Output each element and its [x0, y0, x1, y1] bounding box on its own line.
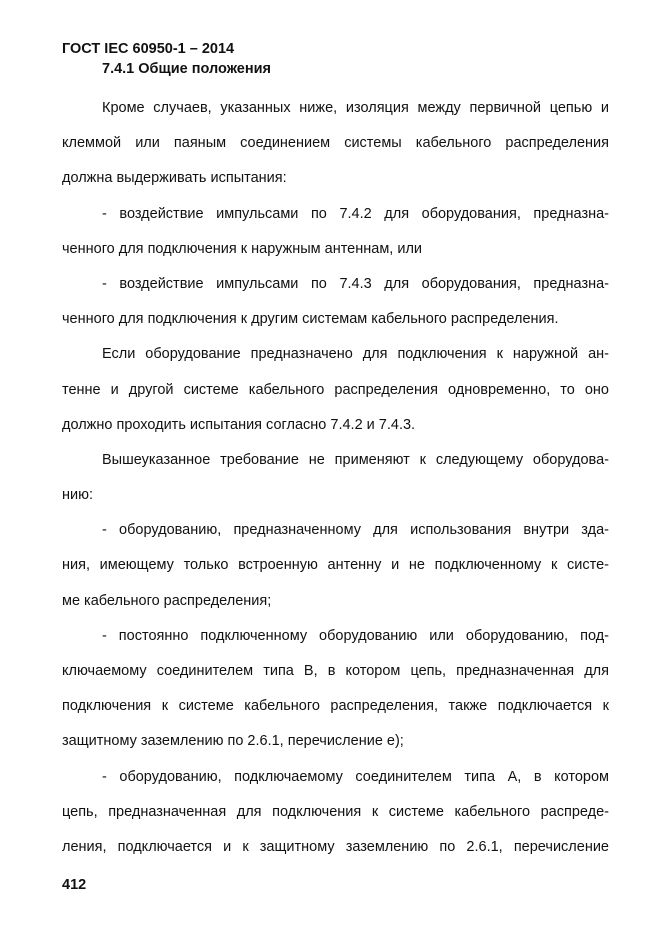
text-line: защитному заземлению по 2.6.1, перечисление е); [62, 733, 404, 750]
text-line: ченного для подключения к другим системам кабельного распределения. [62, 311, 559, 328]
text-line: - оборудованию, подключаемому соединителем типа А, в котором [102, 768, 609, 785]
text-line: нию: [62, 487, 94, 504]
text-line: - постоянно подключенному оборудованию или оборудованию, под- [102, 627, 609, 644]
text-line: тенне и другой системе кабельного распределения одновременно, то оно [62, 381, 609, 398]
document-header: ГОСТ IEC 60950-1 – 2014 [62, 41, 235, 57]
text-line: ления, подключается и к защитному заземлению по 2.6.1, перечисление [62, 838, 609, 855]
text-line: Кроме случаев, указанных ниже, изоляция между первичной цепью и [102, 100, 609, 116]
body-text [62, 91, 609, 865]
text-line: Если оборудование предназначено для подключения к наружной ан- [102, 346, 609, 363]
text-line: клеммой или паяным соединением системы кабельного распределения [62, 135, 609, 152]
text-line: цепь, предназначенная для подключения к системе кабельного распреде- [62, 803, 609, 820]
text-line: - воздействие импульсами по 7.4.2 для оборудования, предназна- [102, 205, 609, 222]
text-line: - оборудованию, предназначенному для использования внутри зда- [102, 522, 609, 539]
text-line: должно проходить испытания согласно 7.4.2 и 7.4.3. [62, 416, 416, 433]
text-line: должна выдерживать испытания: [62, 170, 287, 187]
text-line: Вышеуказанное требование не применяют к следующему оборудова- [102, 451, 609, 468]
text-line: ключаемому соединителем типа В, в котором цепь, предназначенная для [62, 663, 609, 679]
text-line: - воздействие импульсами по 7.4.3 для оборудования, предназна- [102, 275, 609, 292]
text-line: ченного для подключения к наружным антеннам, или [62, 240, 423, 257]
text-line: подключения к системе кабельного распределения, также подключается к [62, 698, 609, 715]
text-line: ме кабельного распределения; [62, 592, 272, 609]
section-heading: 7.4.1 Общие положения [102, 61, 271, 77]
text-line: ния, имеющему только встроенную антенну и не подключенному к систе- [62, 557, 609, 574]
page-number: 412 [62, 877, 87, 893]
